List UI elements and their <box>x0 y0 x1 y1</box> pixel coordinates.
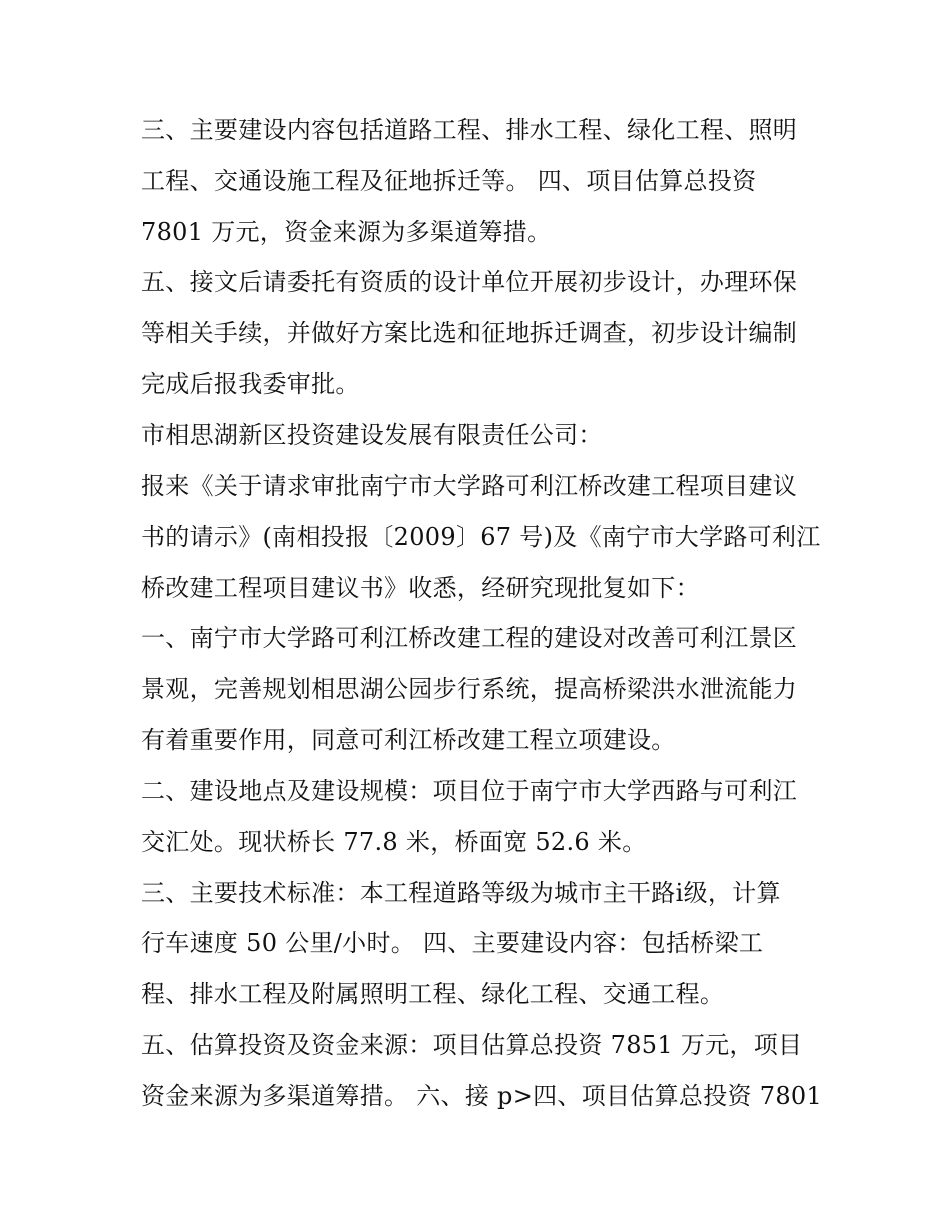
document-line: 市相思湖新区投资建设发展有限责任公司： <box>141 421 603 449</box>
document-line: 完成后报我委审批。 <box>141 370 360 398</box>
document-line: 有着重要作用，同意可利江桥改建工程立项建设。 <box>141 726 676 754</box>
document-line: 报来《关于请求审批南宁市大学路可利江桥改建工程项目建议 <box>141 472 798 500</box>
document-line: 行车速度 50 公里/小时。 四、主要建设内容：包括桥梁工 <box>141 929 764 957</box>
document-line: 景观，完善规划相思湖公园步行系统，提高桥梁洪水泄流能力 <box>141 675 798 703</box>
document-line: 7801 万元，资金来源为多渠道筹措。 <box>141 218 552 246</box>
document-line: 程、排水工程及附属照明工程、绿化工程、交通工程。 <box>141 980 725 1008</box>
document-line: 三、主要建设内容包括道路工程、排水工程、绿化工程、照明 <box>141 116 798 144</box>
document-line: 工程、交通设施工程及征地拆迁等。 四、项目估算总投资 <box>141 167 757 195</box>
document-line: 交汇处。现状桥长 77.8 米，桥面宽 52.6 米。 <box>141 828 647 856</box>
document-line: 等相关手续，并做好方案比选和征地拆迁调查，初步设计编制 <box>141 319 798 347</box>
document-line: 五、接文后请委托有资质的设计单位开展初步设计，办理环保 <box>141 268 798 296</box>
document-line: 二、建设地点及建设规模：项目位于南宁市大学西路与可利江 <box>141 777 798 805</box>
document-line: 一、南宁市大学路可利江桥改建工程的建设对改善可利江景区 <box>141 624 798 652</box>
document-line: 三、主要技术标准：本工程道路等级为城市主干路ⅰ级，计算 <box>141 879 781 907</box>
document-line: 桥改建工程项目建议书》收悉，经研究现批复如下： <box>141 574 700 602</box>
document-line: 五、估算投资及资金来源：项目估算总投资 7851 万元，项目 <box>141 1031 803 1059</box>
document-line: 书的请示》(南相投报〔2009〕67 号)及《南宁市大学路可利江 <box>141 523 821 551</box>
document-line: 资金来源为多渠道筹措。 六、接 p>四、项目估算总投资 7801 <box>141 1082 823 1110</box>
